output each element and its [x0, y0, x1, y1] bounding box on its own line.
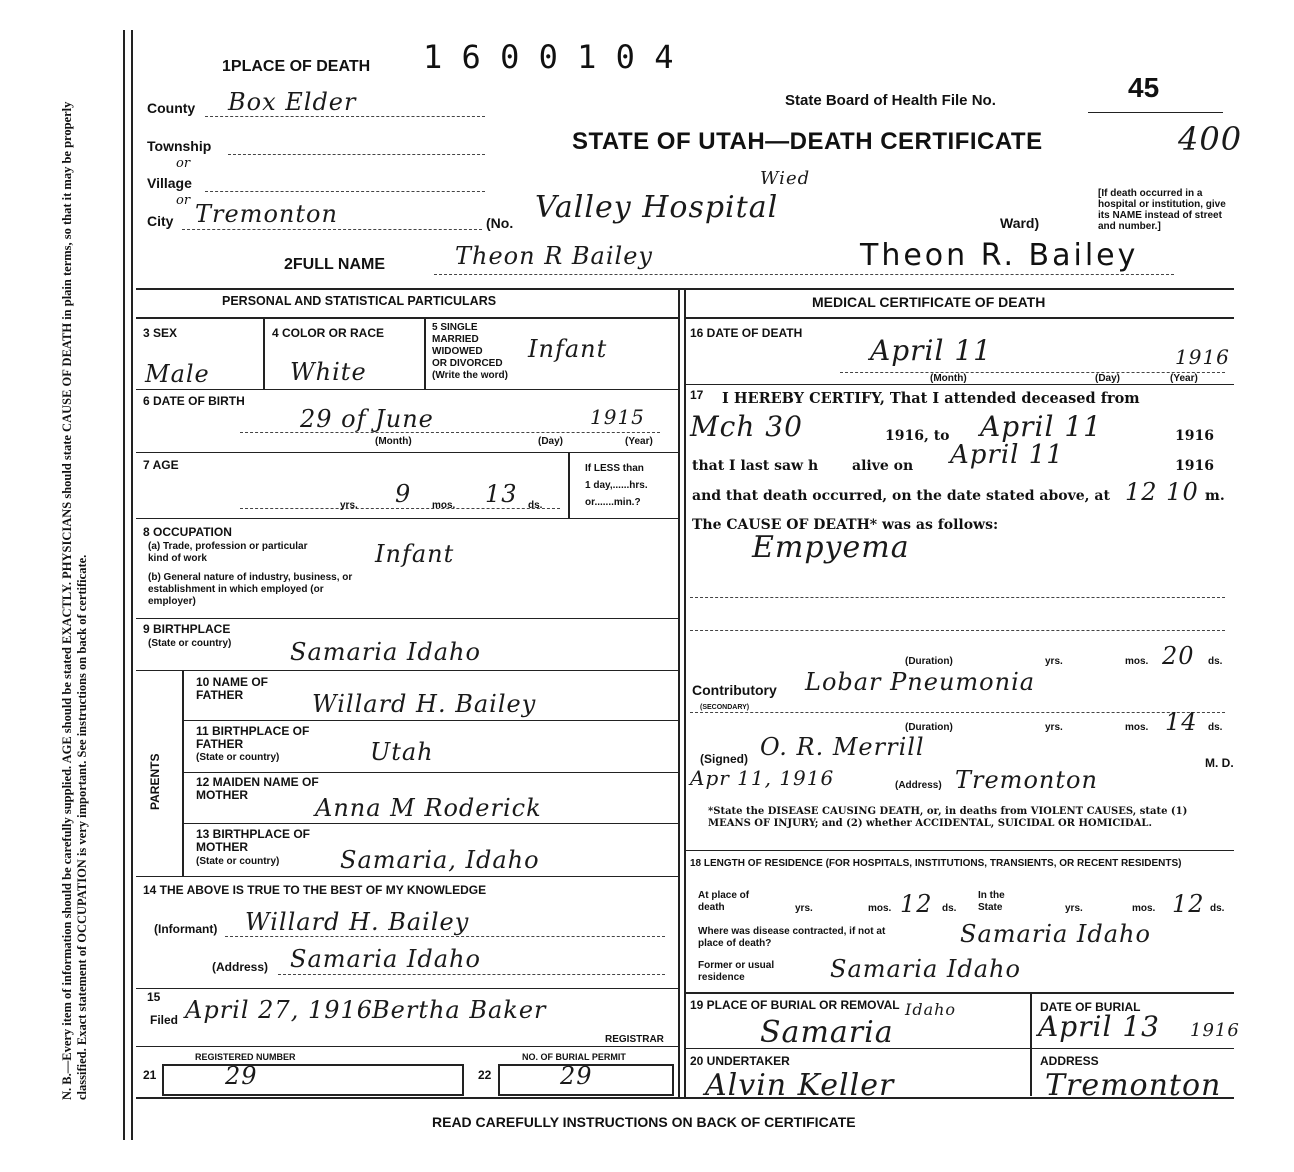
sex-value: Male [145, 360, 210, 388]
father-name-value: Willard H. Bailey [312, 690, 537, 718]
signed-date-value: Apr 11, 1916 [690, 766, 835, 790]
left-border-inner [131, 30, 133, 1140]
side-note: N. B.—Every item of information should be carefully supplied. AGE should be stated EXACTLY. PHYSICIANS should state CAUSE OF DEATH in plain terms, so that it may be properly classified. Exact statement of OCCUPATION is very important. See instructions on back of certificate. [60, 101, 89, 1100]
residence-place-months: 12 [900, 890, 933, 918]
contributory-value: Lobar Pneumonia [805, 668, 1036, 696]
birthplace-value: Samaria Idaho [290, 638, 481, 666]
date-of-death-year: 1916 [1175, 345, 1230, 369]
hospital-note: [If death occurred in a hospital or institution, give its NAME instead of street and number.] [1098, 188, 1226, 232]
file-no-label: State Board of Health File No. [785, 92, 996, 109]
city-value: Tremonton [195, 200, 338, 228]
file-no-value: 45 [1128, 72, 1160, 103]
certificate-title: STATE OF UTAH—DEATH CERTIFICATE [572, 128, 1043, 155]
where-contracted-value: Samaria Idaho [960, 920, 1151, 948]
dob-year: 1915 [590, 405, 645, 429]
parents-label: PARENTS [148, 753, 162, 810]
township-label: Township [147, 138, 212, 154]
burial-permit-value: 29 [560, 1062, 593, 1090]
physician-address-value: Tremonton [955, 766, 1098, 794]
title-annotation: 400 [1178, 120, 1243, 158]
marital-value: Infant [528, 335, 608, 363]
age-days: 13 [485, 480, 518, 508]
full-name-print: Theon R. Bailey [860, 238, 1139, 273]
undertaker-value: Alvin Keller [705, 1068, 895, 1103]
county-label: County [147, 100, 196, 116]
cause-footnote: *State the DISEASE CAUSING DEATH, or, in deaths from VIOLENT CAUSES, state (1) MEANS OF INJURY; and (2) whether ACCIDENTAL, SUICIDAL OR HOMICIDAL. [708, 806, 1188, 829]
city-label: City [147, 213, 174, 229]
age-months: 9 [395, 480, 412, 508]
attended-to-value: April 11 [980, 410, 1102, 443]
registered-number-value: 29 [225, 1062, 258, 1090]
cause-of-death-value: Empyema [752, 530, 910, 565]
attended-from-value: Mch 30 [690, 410, 803, 443]
undertaker-address-value: Tremonton [1045, 1068, 1222, 1103]
informant-address-value: Samaria Idaho [290, 945, 481, 973]
physician-signature: O. R. Merrill [760, 733, 925, 761]
hospital-value: Valley Hospital [535, 190, 779, 225]
death-time-value: 12 10 [1125, 478, 1199, 506]
center-divider [678, 288, 680, 1098]
hospital-annotation: Wied [760, 168, 811, 189]
full-name-value: Theon R Bailey [455, 242, 653, 270]
village-label: Village [147, 175, 192, 191]
contributory-duration-value: 14 [1165, 708, 1198, 736]
mother-name-value: Anna M Roderick [315, 794, 542, 822]
medical-section-title: MEDICAL CERTIFICATE OF DEATH [812, 294, 1046, 310]
burial-place-value: Samaria [760, 1015, 894, 1050]
residence-state-months: 12 [1172, 890, 1205, 918]
street-no-label: (No. [486, 215, 514, 231]
burial-date-value: April 13 [1038, 1010, 1160, 1043]
cause-duration-value: 20 [1162, 642, 1195, 670]
left-border [123, 30, 125, 1140]
father-birthplace-value: Utah [370, 738, 434, 766]
registrar-value: Bertha Baker [372, 996, 547, 1024]
ward-label: Ward) [1000, 215, 1040, 231]
filed-date-value: April 27, 1916 [185, 996, 374, 1024]
race-value: White [290, 358, 367, 386]
place-of-death-label: 1PLACE OF DEATH [222, 58, 371, 75]
certify-text: I HEREBY CERTIFY, That I attended deceased from [722, 390, 1140, 407]
full-name-label: 2FULL NAME [284, 256, 386, 273]
former-residence-value: Samaria Idaho [830, 955, 1021, 983]
footer-instructions: READ CAREFULLY INSTRUCTIONS ON BACK OF CERTIFICATE [432, 1114, 856, 1130]
dob-value: 29 of June [300, 405, 434, 433]
informant-value: Willard H. Bailey [245, 908, 470, 936]
personal-section-title: PERSONAL AND STATISTICAL PARTICULARS [222, 294, 497, 308]
burial-date-year: 1916 [1190, 1020, 1240, 1041]
date-of-death-value: April 11 [870, 334, 992, 367]
certificate-number: 1 6 0 0 1 0 4 [423, 38, 674, 76]
occupation-value: Infant [375, 540, 455, 568]
county-value: Box Elder [228, 88, 357, 116]
burial-place-annotation: Idaho [905, 1000, 957, 1019]
last-saw-value: April 11 [950, 440, 1064, 470]
mother-birthplace-value: Samaria, Idaho [340, 846, 540, 874]
registered-number-box [162, 1064, 464, 1096]
